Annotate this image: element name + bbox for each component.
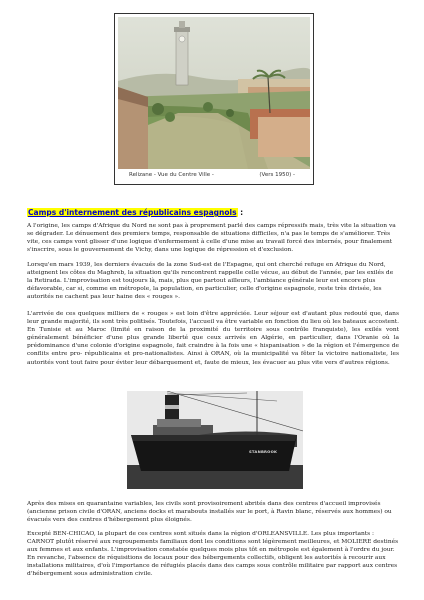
paragraph-intro: A l'origine, les camps d'Afrique du Nord ne sont pas à proprement parlé des camps répressifs mais, très vite la situation va se dégrader. Le dénuement des premiers temps, responsable de situations difficiles, n'a pas le temps de s'améliorer. Très vite, ces camps vont glisser d'une logique d'enfermement à celle d'une mise au travail forcé des internés, pour finalement s'inscrire, sous le gouvernement de Vichy, dans une logique de répression et d'exclusion.: [27, 223, 396, 254]
paragraph-quarantine: Après des mises en quarantaine variables, les civils sont provisoirement abrités dans des centres d'accueil improvisés (ancienne prison civile d'ORAN, anciens docks et marabouts installés sur le port, à Ravin blanc, réservés aux hommes) ou évacués vers des centres d'hébergement plus éloignés.: [27, 501, 392, 524]
relizane-town-photo: [118, 17, 310, 169]
paragraph-centres: Excepté BEN-CHICAO, la plupart de ces centres sont situés dans la région d'ORLEANSVILLE. Les plus importants : CARNOT plutôt réservé aux regroupements familiaux dont les conditions sont légèrement meilleures, et MOLIERE destinés aux femmes et aux enfants. L'improvisation constatée quelques mois plus tôt en métropole est également à l'ordre du jour. En revanche, l'absence de réquisitions de locaux pour des hébergements collectifs, obligent les autorités à recourir aux installations militaires, d'où l'importance de réfugiés placés dans des camps sous contrôle militaire par rapport aux centres d'hébergement sous administration civile.: [27, 531, 399, 578]
stanbrook-ship-photo: [127, 391, 303, 489]
section-heading-text: Camps d'internement des républicains espagnols: [28, 208, 237, 217]
section-heading-colon: :: [237, 208, 244, 217]
ship-name-lettering: STANBROOK: [249, 449, 278, 454]
postcard-caption: [115, 170, 313, 182]
section-heading: [27, 208, 243, 217]
postcard-caption-location: Relizane - Vue du Centre Ville -: [129, 172, 214, 178]
paragraph-march-1939: Lorsqu'en mars 1939, les derniers évacués de la zone Sud-est de l'Espagne, qui ont cherché refuge en Afrique du Nord, atteignent les côtes du Maghreb, la situation qu'ils rencontrent rappelle celle vécue, au début de l'année, par les exilés de la Retirada. L'improvisation est toujours là, mais, plus que partout ailleurs, l'ambiance générale leur est encore plus défavorable, car si, comme en métropole, la population, en particulier, celle d'origine espagnole, reste très divisée, les autorités ne cachent pas leur haine des « rouges ».: [27, 262, 394, 301]
ship-illustration: [127, 391, 303, 489]
postcard-caption-date: (Vers 1950) -: [259, 172, 295, 178]
postcard-photo-frame: [114, 13, 314, 185]
town-view-illustration: [118, 17, 310, 169]
paragraph-arrival-rouges: L'arrivée de ces quelques milliers de « rouges » est loin d'être appréciée. Leur séjour est d'autant plus redouté que, dans leur grande majorité, ils sont très politisés. Toutefois, l'accueil va être variable en fonction du lieu où les bateaux accostent. En Tunisie et au Maroc (limité en raison de la proximité du territoire sous contrôle franquiste), les exilés vont généralement bénéficier d'une plus grande liberté que ceux arrivés en Algérie, en particulier, dans l'Oranie où la prédominance d'une colonie d'origine espagnole, fait craindre à la fois une « hispanisation » de la région et l'émergence de conflits entre pro- républicains et pro-nationalistes. Ainsi à ORAN, où la municipalité va fêter la victoire nationaliste, les autorités vont tout faire pour éviter leur débarquement et, faute de mieux, les évacuer au plus vite vers d'autres régions.: [27, 311, 399, 366]
